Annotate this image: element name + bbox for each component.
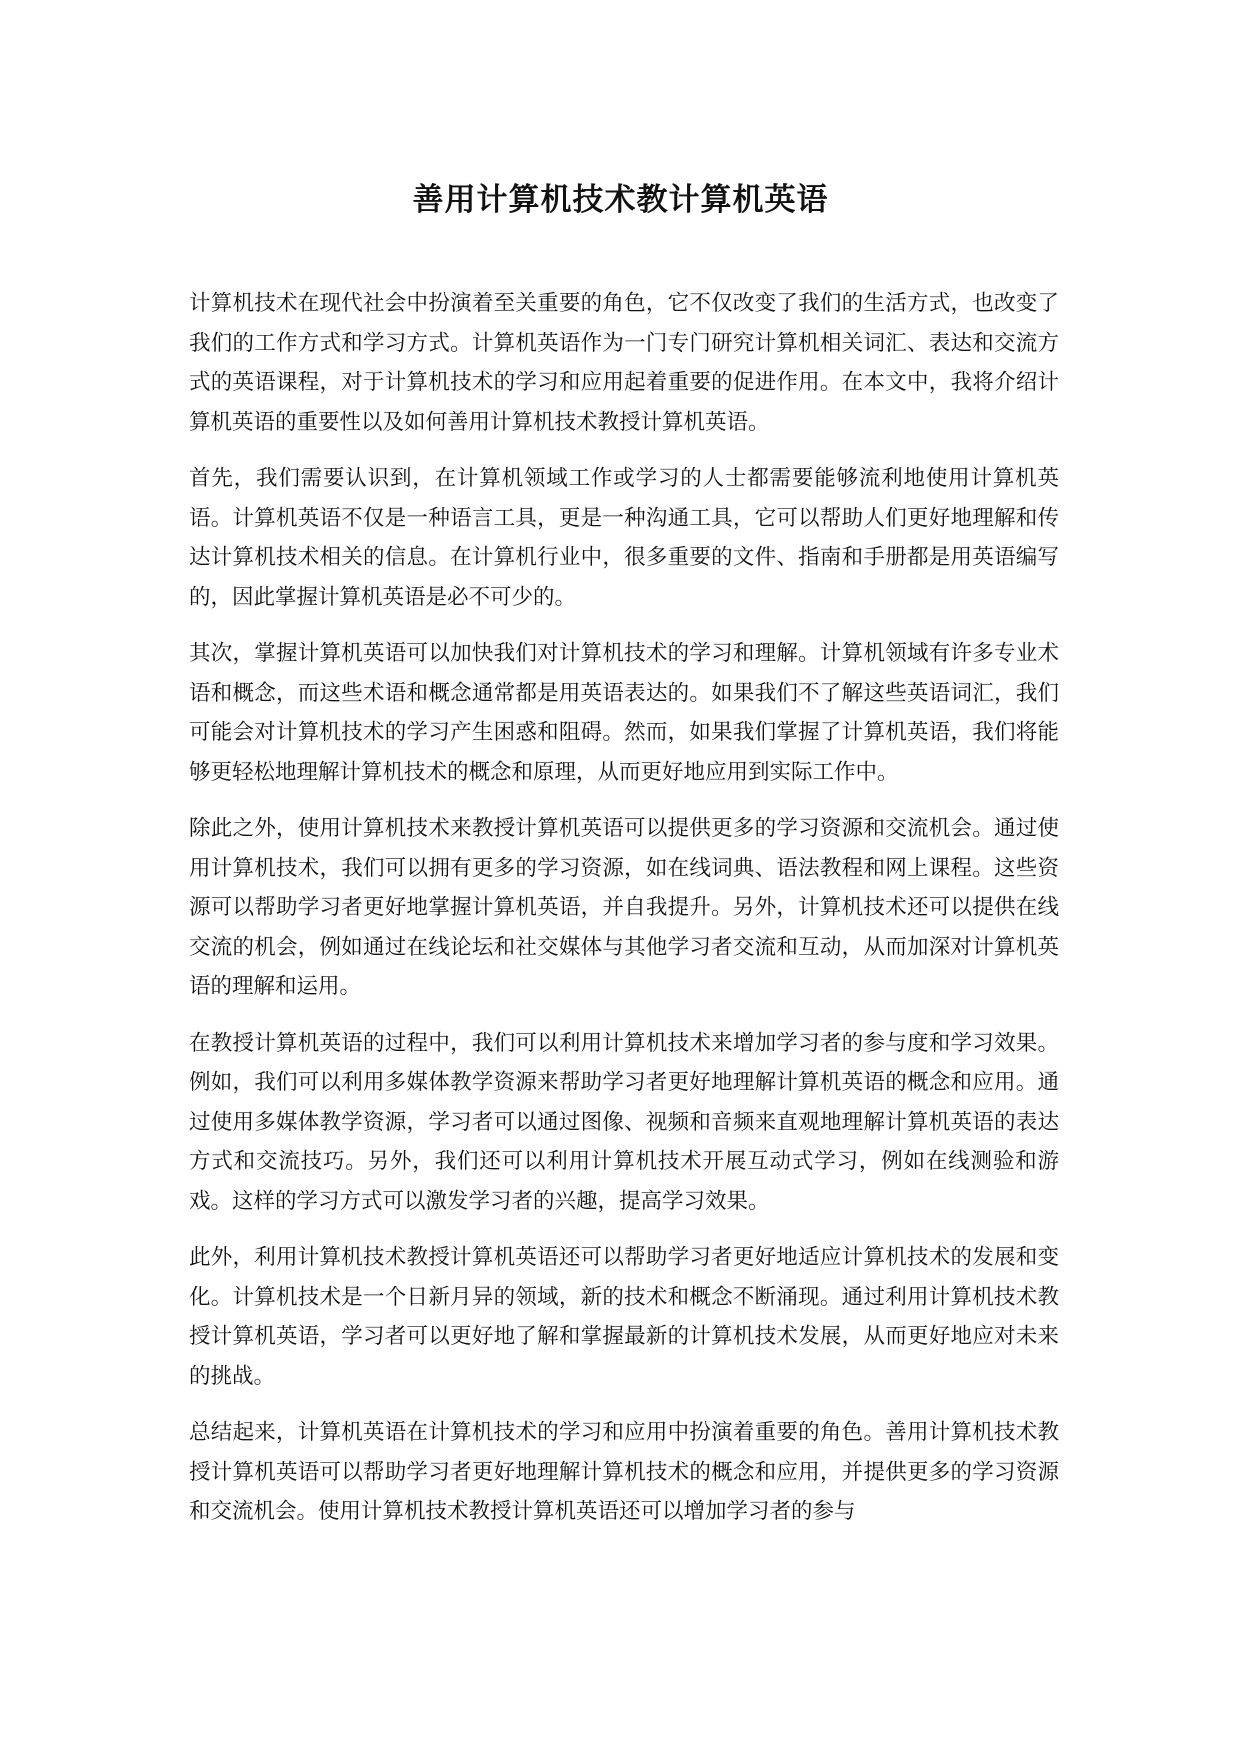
document-title: 善用计算机技术教计算机英语 [412,182,829,218]
document-body [189,284,1059,1549]
paragraph-1: 计算机技术在现代社会中扮演着至关重要的角色，它不仅改变了我们的生活方式，也改变了我们的工作方式和学习方式。计算机英语作为一门专门研究计算机相关词汇、表达和交流方式的英语课程，对于计算机技术的学习和应用起着重要的促进作用。在本文中，我将介绍计算机英语的重要性以及如何善用计算机技术教授计算机英语。 [189,291,1059,435]
paragraph-7: 总结起来，计算机英语在计算机技术的学习和应用中扮演着重要的角色。善用计算机技术教授计算机英语可以帮助学习者更好地理解计算机技术的概念和应用，并提供更多的学习资源和交流机会。使用计算机技术教授计算机英语还可以增加学习者的参与 [189,1420,1059,1524]
paragraph-3: 其次，掌握计算机英语可以加快我们对计算机技术的学习和理解。计算机领域有许多专业术语和概念，而这些术语和概念通常都是用英语表达的。如果我们不了解这些英语词汇，我们可能会对计算机技术的学习产生困惑和阻碍。然而，如果我们掌握了计算机英语，我们将能够更轻松地理解计算机技术的概念和原理，从而更好地应用到实际工作中。 [189,641,1059,785]
paragraph-5: 在教授计算机英语的过程中，我们可以利用计算机技术来增加学习者的参与度和学习效果。例如，我们可以利用多媒体教学资源来帮助学习者更好地理解计算机英语的概念和应用。通过使用多媒体教学资源，学习者可以通过图像、视频和音频来直观地理解计算机英语的表达方式和交流技巧。另外，我们还可以利用计算机技术开展互动式学习，例如在线测验和游戏。这样的学习方式可以激发学习者的兴趣，提高学习效果。 [189,1030,1059,1214]
paragraph-2: 首先，我们需要认识到，在计算机领域工作或学习的人士都需要能够流利地使用计算机英语。计算机英语不仅是一种语言工具，更是一种沟通工具，它可以帮助人们更好地理解和传达计算机技术相关的信息。在计算机行业中，很多重要的文件、指南和手册都是用英语编写的，因此掌握计算机英语是必不可少的。 [189,466,1059,610]
paragraph-6: 此外，利用计算机技术教授计算机英语还可以帮助学习者更好地适应计算机技术的发展和变化。计算机技术是一个日新月异的领域，新的技术和概念不断涌现。通过利用计算机技术教授计算机英语，学习者可以更好地了解和掌握最新的计算机技术发展，从而更好地应对未来的挑战。 [189,1245,1059,1389]
paragraph-4: 除此之外，使用计算机技术来教授计算机英语可以提供更多的学习资源和交流机会。通过使用计算机技术，我们可以拥有更多的学习资源，如在线词典、语法教程和网上课程。这些资源可以帮助学习者更好地掌握计算机英语，并自我提升。另外，计算机技术还可以提供在线交流的机会，例如通过在线论坛和社交媒体与其他学习者交流和互动，从而加深对计算机英语的理解和运用。 [189,816,1059,999]
